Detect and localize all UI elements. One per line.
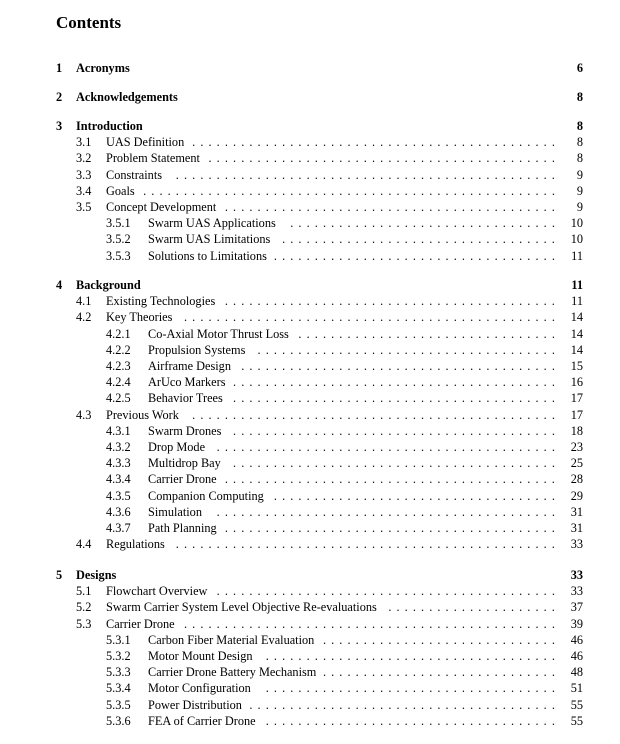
toc-entry-page: 28 [570, 472, 583, 487]
toc-entry-page: 9 [576, 183, 583, 198]
toc-entry-page: 51 [570, 681, 583, 696]
toc-subsection-entry[interactable] [0, 390, 620, 406]
toc-entry-number: 4.2 [76, 310, 92, 325]
toc-entry-number: 2 [56, 90, 63, 104]
toc-subsection-entry[interactable] [0, 231, 620, 247]
toc-entry-number: 3.1 [76, 135, 92, 150]
toc-entry-page: 16 [570, 375, 583, 390]
toc-entry-label: Airframe Design [148, 359, 231, 373]
toc-section-entry[interactable] [0, 150, 620, 166]
toc-entry-label: Multidrop Bay [148, 456, 221, 471]
toc-entry-label: Regulations [106, 537, 165, 552]
toc-subsection-entry[interactable] [0, 471, 620, 487]
toc-entry-page: 15 [570, 359, 583, 373]
toc-entry-number: 5.3 [76, 616, 92, 631]
toc-entry-page: 14 [570, 342, 583, 357]
toc-leader-dots: ........................................ [233, 456, 560, 471]
toc-entry-label: Power Distribution [148, 697, 242, 712]
toc-entry-page: 8 [576, 119, 583, 133]
toc-subsection-entry[interactable] [0, 215, 620, 231]
toc-entry-label: Carrier Drone [106, 616, 175, 631]
toc-leader-dots: ............................. [322, 632, 560, 647]
toc-entry-label: Co-Axial Motor Thrust Loss [148, 326, 289, 341]
toc-entry-label: Carrier Drone [148, 472, 217, 487]
toc-entry-label: Background [76, 278, 141, 292]
toc-entry-number: 4 [56, 278, 63, 292]
toc-entry-number: 4.2.5 [106, 391, 131, 406]
toc-entry-number: 5.1 [76, 584, 92, 599]
toc-entry-label: Problem Statement [106, 151, 200, 166]
toc-entry-label: FEA of Carrier Drone [148, 713, 256, 728]
toc-entry-page: 11 [571, 278, 583, 292]
toc-subsection-entry[interactable] [0, 358, 620, 374]
toc-entry-page: 14 [570, 310, 583, 325]
toc-entry-number: 3.3 [76, 167, 92, 182]
toc-leader-dots: ..................... [388, 600, 560, 615]
toc-entry-page: 25 [570, 456, 583, 471]
toc-entry-number: 3 [56, 119, 63, 133]
toc-leader-dots: ................................. [290, 216, 560, 231]
toc-section-entry[interactable] [0, 536, 620, 552]
toc-entry-page: 17 [570, 407, 583, 422]
toc-entry-number: 4.1 [76, 294, 92, 309]
toc-entry-page: 18 [570, 423, 583, 438]
toc-entry-number: 3.2 [76, 151, 92, 166]
toc-section-entry[interactable] [0, 407, 620, 423]
toc-subsection-entry[interactable] [0, 374, 620, 390]
toc-subsection-entry[interactable] [0, 697, 620, 713]
toc-subsection-entry[interactable] [0, 713, 620, 729]
toc-entry-page: 14 [570, 326, 583, 341]
toc-entry-page: 55 [570, 713, 583, 728]
toc-entry-label: Motor Configuration [148, 681, 251, 696]
toc-entry-label: Acronyms [76, 61, 130, 75]
toc-leader-dots: ......................................... [224, 472, 560, 487]
toc-section-entry[interactable] [0, 293, 620, 309]
toc-leader-dots: .................................... [265, 713, 560, 728]
toc-entry-page: 39 [570, 616, 583, 631]
toc-leader-dots: ...................................... [249, 697, 560, 712]
toc-entry-number: 1 [56, 61, 63, 75]
toc-entry-number: 3.5 [76, 200, 92, 214]
toc-subsection-entry[interactable] [0, 342, 620, 358]
toc-entry-number: 4.2.2 [106, 342, 131, 357]
toc-entry-number: 3.5.2 [106, 232, 131, 247]
toc-leader-dots: ....................................... [241, 359, 560, 373]
toc-entry-number: 4.3.5 [106, 488, 131, 503]
toc-subsection-entry[interactable] [0, 504, 620, 520]
toc-entry-page: 33 [570, 568, 583, 582]
toc-leader-dots: ................................................... [143, 183, 560, 198]
toc-entry-number: 4.3.7 [106, 521, 131, 535]
toc-entry-label: Flowchart Overview [106, 584, 208, 599]
toc-leader-dots: .............................................. [183, 616, 560, 631]
toc-entry-label: Drop Mode [148, 440, 206, 454]
toc-section-entry[interactable] [0, 599, 620, 615]
toc-entry-page: 10 [570, 216, 583, 231]
toc-entry-page: 8 [576, 135, 583, 150]
toc-leader-dots: ........................................ [233, 423, 560, 438]
toc-subsection-entry[interactable] [0, 423, 620, 439]
toc-entry-page: 9 [576, 167, 583, 182]
toc-entry-number: 3.5.1 [106, 216, 131, 231]
toc-entry-number: 3.4 [76, 183, 92, 198]
toc-entry-number: 4.3.1 [106, 423, 131, 438]
toc-leader-dots: ................................ [298, 326, 560, 341]
toc-entry-label: Path Planning [148, 521, 217, 535]
toc-leader-dots: ........................................ [233, 375, 560, 390]
toc-subsection-entry[interactable] [0, 632, 620, 648]
toc-entry-page: 48 [570, 665, 583, 680]
toc-entry-number: 4.3.2 [106, 440, 131, 454]
toc-entry-page: 9 [576, 200, 583, 214]
toc-entry-page: 10 [570, 232, 583, 247]
toc-entry-number: 5.3.4 [106, 681, 131, 696]
toc-entry-page: 31 [570, 504, 583, 519]
toc-entry-page: 37 [570, 600, 583, 615]
toc-entry-label: Existing Technologies [106, 294, 216, 309]
toc-entry-number: 4.3.6 [106, 504, 131, 519]
toc-entry-number: 4.4 [76, 537, 92, 552]
toc-chapter-entry[interactable] [0, 118, 620, 134]
toc-entry-number: 5.3.1 [106, 632, 131, 647]
toc-entry-number: 4.3.3 [106, 456, 131, 471]
toc-entry-number: 5.3.5 [106, 697, 131, 712]
toc-entry-label: Swarm Drones [148, 423, 222, 438]
toc-entry-label: Introduction [76, 119, 143, 133]
toc-subsection-entry[interactable] [0, 520, 620, 536]
toc-leader-dots: ............................................. [192, 135, 560, 150]
toc-leader-dots: .............................................. [183, 310, 560, 325]
toc-leader-dots: ..................................... [257, 342, 560, 357]
toc-entry-number: 5.2 [76, 600, 92, 615]
toc-entry-label: Carbon Fiber Material Evaluation [148, 632, 315, 647]
toc-leader-dots: ........................................... [208, 151, 560, 166]
toc-leader-dots: .......................................... [216, 440, 560, 454]
toc-entry-label: Swarm UAS Applications [148, 216, 276, 231]
toc-entry-number: 5.3.2 [106, 649, 131, 663]
toc-entry-label: Carrier Drone Battery Mechanism [148, 665, 317, 680]
toc-subsection-entry[interactable] [0, 455, 620, 471]
toc-entry-label: ArUco Markers [148, 375, 226, 390]
toc-section-entry[interactable] [0, 616, 620, 632]
toc-section-entry[interactable] [0, 583, 620, 599]
toc-entry-label: Acknowledgements [76, 90, 178, 104]
toc-entry-page: 46 [570, 649, 583, 663]
toc-leader-dots: .......................................... [216, 504, 560, 519]
toc-entry-page: 33 [570, 537, 583, 552]
toc-subsection-entry[interactable] [0, 326, 620, 342]
toc-entry-label: Companion Computing [148, 488, 264, 503]
toc-entry-label: Previous Work [106, 407, 179, 422]
toc-entry-label: Constraints [106, 167, 163, 182]
toc-subsection-entry[interactable] [0, 648, 620, 664]
toc-leader-dots: ............................................... [175, 537, 560, 552]
toc-subsection-entry[interactable] [0, 680, 620, 696]
toc-entry-number: 5.3.3 [106, 665, 131, 680]
toc-title: Contents [56, 13, 122, 32]
toc-entry-number: 4.3.4 [106, 472, 131, 487]
toc-entry-number: 5 [56, 568, 63, 582]
toc-entry-page: 29 [570, 488, 583, 503]
toc-entry-number: 3.5.3 [106, 248, 131, 263]
toc-entry-page: 33 [570, 584, 583, 599]
toc-section-entry[interactable] [0, 309, 620, 325]
toc-entry-label: Concept Development [106, 200, 217, 214]
toc-section-entry[interactable] [0, 134, 620, 150]
toc-entry-label: Goals [106, 183, 135, 198]
toc-subsection-entry[interactable] [0, 248, 620, 264]
toc-leader-dots: ........................................ [233, 391, 560, 406]
toc-entry-page: 6 [576, 61, 583, 75]
toc-section-entry[interactable] [0, 183, 620, 199]
toc-entry-number: 4.2.1 [106, 326, 131, 341]
toc-leader-dots: .................................. [282, 232, 560, 247]
toc-entry-page: 11 [571, 294, 583, 309]
toc-section-entry[interactable] [0, 199, 620, 215]
toc-leader-dots: ......................................... [224, 294, 560, 309]
toc-chapter-entry[interactable] [0, 567, 620, 583]
toc-entry-page: 55 [570, 697, 583, 712]
toc-subsection-entry[interactable] [0, 664, 620, 680]
toc-entry-page: 23 [570, 440, 583, 454]
toc-entry-label: Simulation [148, 504, 202, 519]
toc-leader-dots: ......................................... [224, 200, 560, 214]
toc-entry-label: Swarm Carrier System Level Objective Re-evaluations [106, 600, 377, 615]
toc-entry-page: 11 [571, 248, 583, 263]
toc-leader-dots: ............................................. [192, 407, 560, 422]
toc-entry-number: 4.2.4 [106, 375, 131, 390]
toc-leader-dots: ................................... [273, 488, 560, 503]
toc-entry-label: UAS Definition [106, 135, 185, 150]
toc-entry-label: Propulsion Systems [148, 342, 246, 357]
toc-entry-page: 46 [570, 632, 583, 647]
toc-entry-label: Behavior Trees [148, 391, 223, 406]
toc-entry-number: 4.3 [76, 407, 92, 422]
toc-chapter-entry[interactable] [0, 60, 620, 76]
toc-leader-dots: ............................................... [175, 167, 560, 182]
toc-subsection-entry[interactable] [0, 439, 620, 455]
toc-chapter-entry[interactable] [0, 89, 620, 105]
toc-entry-label: Key Theories [106, 310, 173, 325]
toc-section-entry[interactable] [0, 167, 620, 183]
toc-entry-page: 8 [576, 151, 583, 166]
toc-leader-dots: ......................................... [224, 521, 560, 535]
toc-entry-label: Solutions to Limitations [148, 248, 267, 263]
toc-subsection-entry[interactable] [0, 488, 620, 504]
toc-entry-label: Motor Mount Design [148, 649, 253, 663]
toc-entry-page: 31 [570, 521, 583, 535]
toc-entry-label: Designs [76, 568, 117, 582]
toc-entry-number: 5.3.6 [106, 713, 131, 728]
toc-leader-dots: ................................... [273, 248, 560, 263]
toc-entry-number: 4.2.3 [106, 359, 131, 373]
toc-leader-dots: .................................... [265, 681, 560, 696]
toc-entry-label: Swarm UAS Limitations [148, 232, 271, 247]
toc-chapter-entry[interactable] [0, 277, 620, 293]
toc-leader-dots: .................................... [265, 649, 560, 663]
toc-leader-dots: ............................. [322, 665, 560, 680]
toc-leader-dots: .......................................... [216, 584, 560, 599]
toc-entry-page: 17 [570, 391, 583, 406]
toc-entry-page: 8 [576, 90, 583, 104]
